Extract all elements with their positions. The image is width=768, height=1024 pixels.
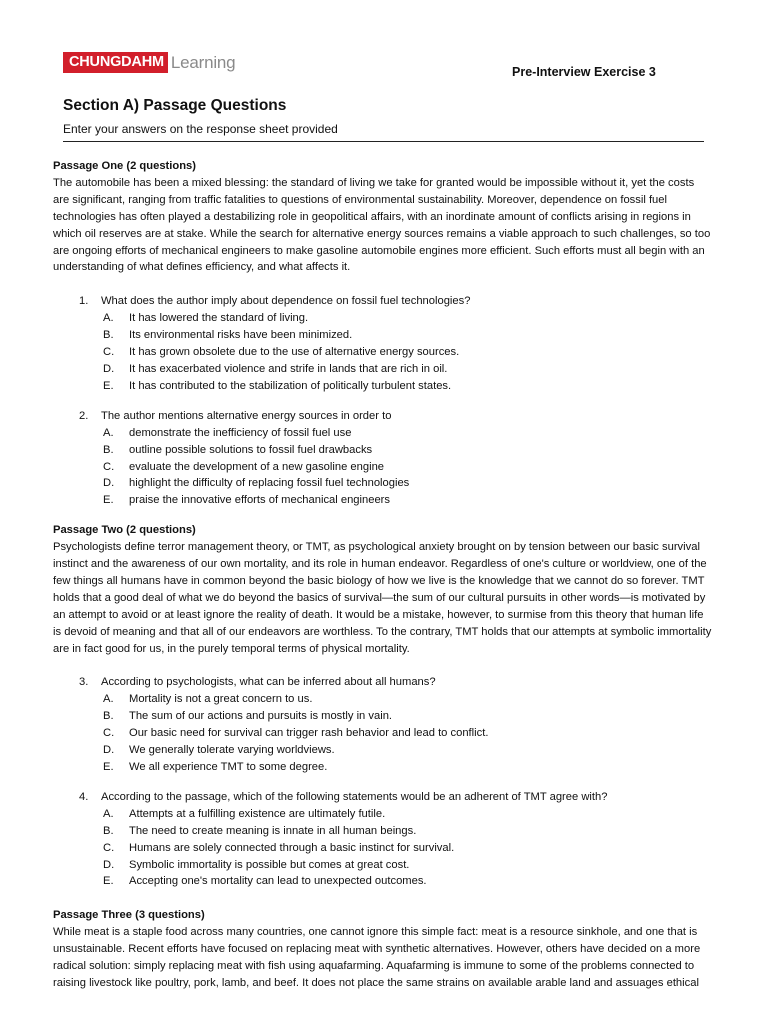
question-block [53,293,713,394]
passage-text: The automobile has been a mixed blessing: the standard of living we take for granted would be impossible without it, yet the costs are significant, ranging from traffic fatalities to questions of environmental sustainability. Moreover, dependence on fossil fuel technologies has often played a destabilizing role in geopolitical affairs, with an inordinate amount of conflicts arising in regions in which oil reserves are at stake. While the search for alternative energy sources remains a viable approach to such challenges, so too are ongoing efforts of mechanical engineers to make gasoline automobile engines more efficient. Such efforts must all begin with an understanding of what defines efficiency, and what affects it. [53,176,711,274]
passage-title: Passage Two (2 questions) [53,524,196,537]
answer-option [53,857,713,874]
option-text: Symbolic immortality is possible but comes at great cost. [129,858,410,871]
answer-option [53,475,713,492]
option-text: It has grown obsolete due to the use of alternative energy sources. [129,346,460,359]
answer-option [53,425,713,442]
answer-option [53,344,713,361]
option-letter: B. [103,443,114,456]
option-letter: D. [103,744,115,757]
option-text: It has contributed to the stabilization of politically turbulent states. [129,379,452,392]
option-letter: B. [103,824,114,837]
option-text: Our basic need for survival can trigger rash behavior and lead to conflict. [129,727,489,740]
question-number: 2. [79,409,89,422]
option-letter: C. [103,460,115,473]
option-letter: C. [103,346,115,359]
option-text: Humans are solely connected through a basic instinct for survival. [129,841,455,854]
option-text: outline possible solutions to fossil fuel drawbacks [129,443,373,456]
question-number: 3. [79,676,89,689]
answer-option [53,742,713,759]
option-text: Its environmental risks have been minimized. [129,329,353,342]
option-letter: D. [103,477,115,490]
option-letter: E. [103,875,114,888]
document-body [53,158,713,992]
exercise-title: Pre-Interview Exercise 3 [512,65,656,79]
question [53,674,713,691]
question [53,408,713,425]
passage-title: Passage One (2 questions) [53,160,196,172]
answer-option [53,823,713,840]
option-letter: A. [103,426,114,439]
option-text: The need to create meaning is innate in all human beings. [129,824,417,837]
option-letter: D. [103,858,115,871]
option-letter: E. [103,761,114,773]
question-text: The author mentions alternative energy sources in order to [101,409,392,422]
passage [53,907,713,992]
answer-option [53,459,713,476]
option-text: We generally tolerate varying worldviews. [129,744,335,757]
question-text: According to the passage, which of the following statements would be an adherent of TMT agree with? [101,790,608,803]
question-text: According to psychologists, what can be inferred about all humans? [101,676,436,689]
passage-text: Psychologists define terror management theory, or TMT, as psychological anxiety brought on by tension between our basic survival instinct and the awareness of our own mortality, and its role in human endeavor. Regardless of one's culture or worldview, one of the few things all humans have in common beyond the basic biology of how we live is the knowledge that we cannot do so forever. TMT holds that a good deal of what we do beyond the basics of survival—the sum of our cultural pursuits in other words—is motivated by an attempt to avoid or at least ignore the reality of death. It would be a mistake, however, to surmise from this theory that human life is devoid of meaning and that all of our endeavors are worthless. To the contrary, TMT holds that our attempts at symbolic immortality are in fact good for us, in the purely temporal terms of physical mortality. [53,541,712,655]
passage [53,522,713,657]
option-letter: A. [103,693,114,706]
option-text: We all experience TMT to some degree. [129,761,328,773]
option-text: praise the innovative efforts of mechanical engineers [129,494,390,507]
option-letter: A. [103,807,114,820]
option-text: Mortality is not a great concern to us. [129,693,313,706]
logo-primary: CHUNGDAHM [63,52,168,73]
section-instruction: Enter your answers on the response sheet provided [63,122,338,136]
question [53,789,713,806]
option-text: Attempts at a fulfilling existence are ultimately futile. [129,807,386,820]
answer-option [53,442,713,459]
answer-option [53,873,713,890]
option-text: It has lowered the standard of living. [129,312,309,325]
option-letter: B. [103,329,114,342]
option-letter: E. [103,379,114,392]
answer-option [53,840,713,857]
question-number: 4. [79,790,89,803]
section-title: Section A) Passage Questions [63,97,287,114]
option-text: The sum of our actions and pursuits is mostly in vain. [129,710,393,723]
question-block [53,789,713,890]
option-letter: D. [103,362,115,375]
answer-option [53,378,713,395]
logo-secondary: Learning [170,52,236,72]
chungdahm-logo [63,52,235,73]
question [53,293,713,310]
passage [53,158,713,276]
option-letter: E. [103,494,114,507]
answer-option [53,361,713,378]
answer-option [53,806,713,823]
answer-option [53,310,713,327]
passage-title: Passage Three (3 questions) [53,909,205,922]
option-text: Accepting one's mortality can lead to unexpected outcomes. [129,875,427,888]
option-letter: C. [103,841,115,854]
option-letter: C. [103,727,115,740]
question-block [53,408,713,509]
header-divider [63,141,704,142]
option-text: highlight the difficulty of replacing fossil fuel technologies [129,477,410,490]
question-text: What does the author imply about dependence on fossil fuel technologies? [101,295,471,308]
option-letter: B. [103,710,114,723]
answer-option [53,327,713,344]
question-block [53,674,713,775]
option-text: demonstrate the inefficiency of fossil fuel use [129,426,352,439]
answer-option [53,725,713,742]
question-number: 1. [79,295,89,308]
answer-option [53,492,713,509]
passage-text: While meat is a staple food across many countries, one cannot ignore this simple fact: meat is a resource sinkhole, and one that is unsustainable. Recent efforts have focused on replacing meat with synthetic alternatives. However, others have decided on a more radical solution: simply replacing meat with fish using aquafarming. Aquafarming is immune to some of the problems connected to raising livestock like poultry, pork, lamb, and beef. It does not place the same strains on available arable land and assuages ethical [53,926,701,989]
answer-option [53,691,713,708]
option-text: It has exacerbated violence and strife in lands that are rich in oil. [129,362,448,375]
answer-option [53,708,713,725]
option-text: evaluate the development of a new gasoline engine [129,460,385,473]
option-letter: A. [103,312,114,325]
answer-option [53,759,713,776]
